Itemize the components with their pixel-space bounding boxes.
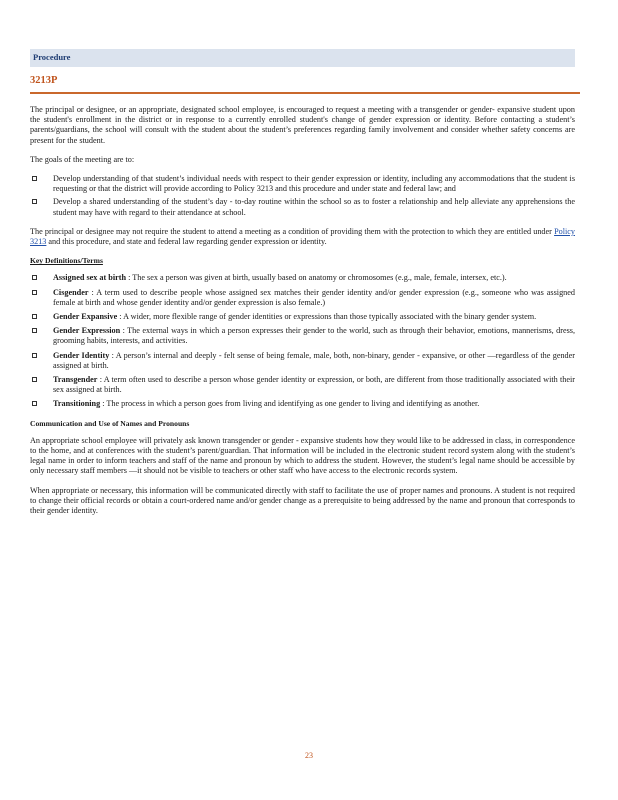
- definition-item: [30, 288, 575, 308]
- policy-3213-link[interactable]: Policy 3213: [30, 226, 575, 247]
- goal-item: [30, 174, 575, 194]
- requirement-paragraph: [30, 227, 575, 247]
- definition-text: : A wider, more flexible range of gender identities or expressions than those typically associated with the binary gender system.: [119, 312, 537, 322]
- page-number: 23: [305, 751, 313, 760]
- checkbox-bullet-icon: [32, 377, 37, 382]
- goal-item: [30, 197, 575, 217]
- definition-item: [30, 399, 575, 409]
- communication-heading: Communication and Use of Names and Pronouns: [30, 418, 190, 428]
- intro-paragraph: The principal or designee, or an appropriate, designated school employee, is encouraged to request a meeting with a transgender or gender- expansive student upon the student's enrollment in the district or in response to a currently enrolled student's change of gender expression or identity. Before contacting a student’s parents/guardians, the school will consult with the student about the student’s preferences regarding family involvement and consider whether safety concerns are present for the student.: [30, 105, 575, 145]
- definition-item: [30, 273, 575, 283]
- checkbox-bullet-icon: [32, 328, 37, 333]
- definition-item: [30, 375, 575, 395]
- definition-text: : The external ways in which a person expresses their gender to the world, such as through their behavior, emotions, mannerisms, dress, grooming habits, interests, and activities.: [53, 326, 575, 346]
- communication-paragraph: An appropriate school employee will privately ask known transgender or gender - expansive students how they would like to be addressed in class, in correspondence to the home, and at conferences with the student’s parent/guardian. That information will be included in the electronic student record system along with the student’s legal name in order to inform teachers and staff of the name and pronoun by which to address the student. However, the student’s legal name should be accessible by only necessary staff members —it should not be visible to teachers or other staff who have access to the electronic records system.: [30, 435, 575, 476]
- definitions-list: [30, 273, 575, 409]
- definition-term: Gender Expansive: [53, 312, 118, 322]
- goal-text: Develop a shared understanding of the student’s day - to-day routine within the school so as to foster a relationship and help alleviate any apprehensions the student may have with regard to their attendance at school.: [53, 197, 575, 217]
- section-header-label: Procedure: [33, 52, 71, 62]
- checkbox-bullet-icon: [32, 290, 37, 295]
- checkbox-bullet-icon: [32, 275, 37, 280]
- document-body: [30, 105, 575, 525]
- definition-text: : The process in which a person goes from living and identifying as one gender to living and identifying as another.: [102, 399, 480, 409]
- definition-item: [30, 326, 575, 346]
- definition-term: Assigned sex at birth: [53, 273, 127, 283]
- definition-text: : A term often used to describe a person whose gender identity or expression, or both, are different from those traditionally associated with their sex assigned at birth.: [53, 375, 575, 395]
- heading-rule: [30, 92, 580, 94]
- definition-text: : A term used to describe people whose assigned sex matches their gender identity and/or gender expression (e.g., someone who was assigned female at birth and whose gender identity and/or gender expression is also female.): [53, 287, 575, 307]
- definition-term: Transgender: [53, 375, 98, 385]
- checkbox-bullet-icon: [32, 401, 37, 406]
- checkbox-bullet-icon: [32, 353, 37, 358]
- definition-text: : The sex a person was given at birth, usually based on anatomy or chromosomes (e.g., male, female, intersex, etc.).: [128, 273, 507, 283]
- goals-intro: The goals of the meeting are to:: [30, 154, 135, 164]
- requirement-text-before: The principal or designee may not require the student to attend a meeting as a condition of providing them with the protection to which they are entitled under: [30, 226, 555, 236]
- definition-item: [30, 351, 575, 371]
- checkbox-bullet-icon: [32, 314, 37, 319]
- names-pronouns-paragraph: When appropriate or necessary, this information will be communicated directly with staff to facilitate the use of proper names and pronouns. A student is not required to change their official records or obtain a court-ordered name and/or gender change as a prerequisite to being addressed by the name and pronoun that corresponds to their gender identity.: [30, 485, 575, 516]
- definition-term: Cisgender: [53, 287, 89, 297]
- definition-term: Gender Expression: [53, 326, 121, 336]
- definition-term: Gender Identity: [53, 350, 110, 360]
- goals-list: [30, 174, 575, 218]
- definition-item: [30, 312, 575, 322]
- requirement-text-after: and this procedure, and state and federal law regarding gender expression or identity.: [46, 237, 327, 247]
- goal-text: Develop understanding of that student’s individual needs with respect to their gender expression or identity, including any accommodations that the student is requesting or that the district will provide according to Policy 3213 and this procedure and under state and federal law; and: [53, 174, 575, 194]
- section-header-bar: [30, 49, 575, 67]
- definitions-heading: Key Definitions/Terms: [30, 256, 103, 266]
- definition-text: : A person’s internal and deeply - felt sense of being female, male, both, non-binary, gender - expansive, or other —regardless of the gender assigned at birth.: [53, 350, 576, 370]
- definition-term: Transitioning: [53, 399, 101, 409]
- checkbox-bullet-icon: [32, 176, 37, 181]
- policy-number-heading: 3213P: [30, 75, 58, 86]
- checkbox-bullet-icon: [32, 199, 37, 204]
